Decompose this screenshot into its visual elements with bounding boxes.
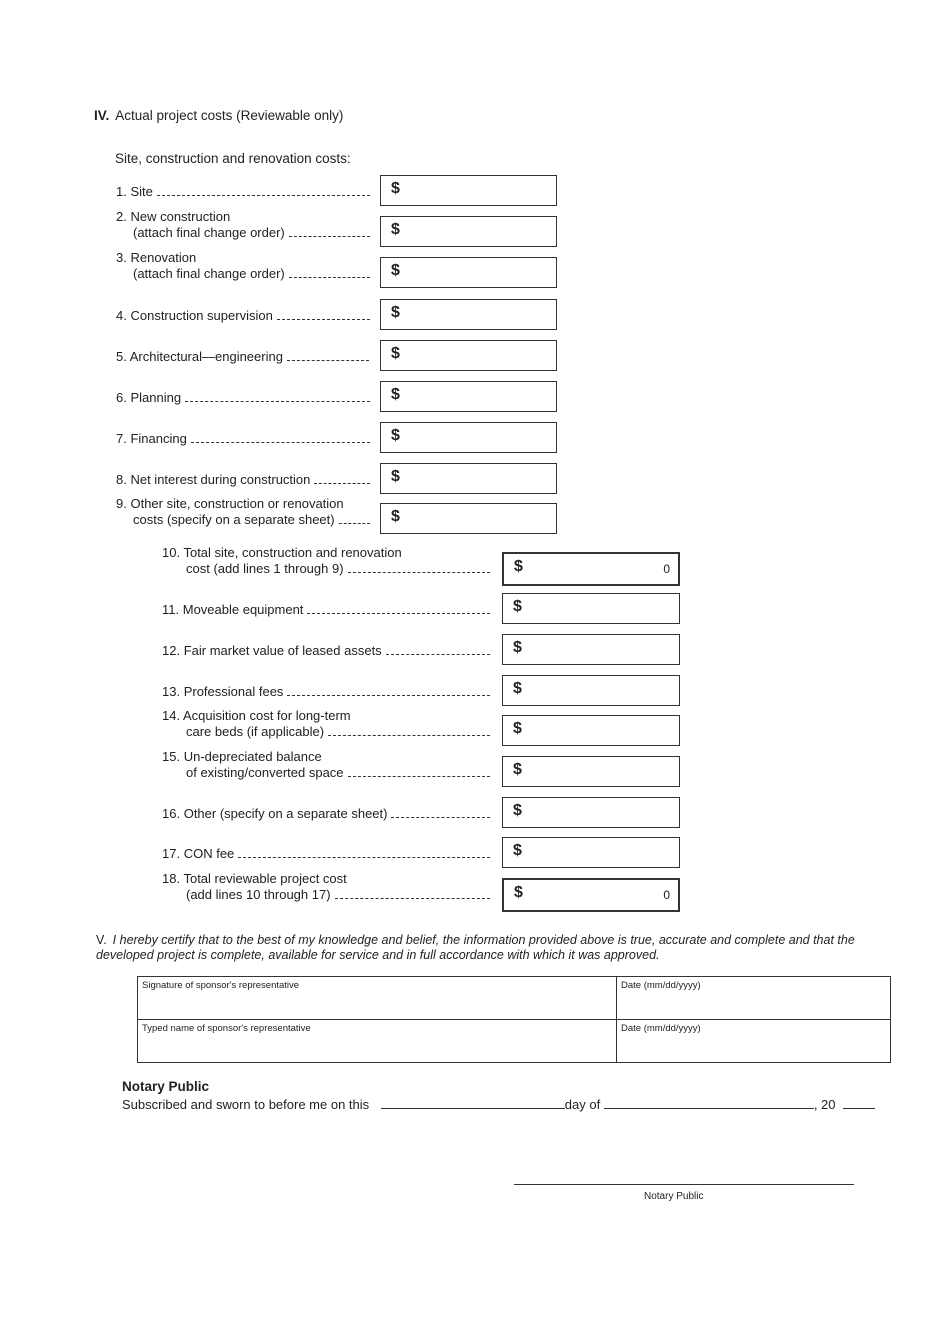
dollar-sign: $ — [391, 262, 400, 279]
items_a-item-8-label — [116, 472, 370, 488]
item-number: 13. — [162, 684, 181, 699]
notary-signature-label: Notary Public — [644, 1191, 704, 1202]
dollar-sign: $ — [513, 802, 522, 819]
item-text: Total reviewable project cost — [183, 871, 347, 886]
item-text-continued: care beds (if applicable) — [186, 724, 325, 739]
items_b-item-14-amount-field[interactable] — [502, 715, 680, 746]
item-text: Renovation — [130, 250, 197, 265]
notary-statement — [122, 1097, 875, 1112]
dollar-sign: $ — [391, 180, 400, 197]
leader-dashes — [277, 319, 370, 320]
items_a-item-4-label — [116, 308, 370, 324]
amount-value: 0 — [663, 562, 670, 576]
items_b-item-13-amount-field[interactable] — [502, 675, 680, 706]
certification-statement — [96, 933, 856, 963]
item-number: 18. — [162, 871, 181, 886]
leader-dashes — [289, 277, 370, 278]
signature-date-label: Date (mm/dd/yyyy) — [621, 980, 701, 991]
dollar-sign: $ — [391, 221, 400, 238]
notary-day-of: day of — [564, 1097, 601, 1112]
items_a-item-7-label — [116, 431, 370, 447]
items_a-item-9-amount-field[interactable] — [380, 503, 557, 534]
dollar-sign: $ — [513, 720, 522, 737]
items_a-item-9-label — [116, 496, 370, 528]
item-text-continued: (attach final change order) — [133, 225, 285, 240]
items_b-item-15-label — [162, 749, 490, 781]
item-number: 3. — [116, 250, 127, 265]
item-text: Un-depreciated balance — [183, 749, 322, 764]
items_b-item-12-amount-field[interactable] — [502, 634, 680, 665]
certification-text: I hereby certify that to the best of my knowledge and belief, the information provided above is true, accurate and complete and that the developed project is complete, available for service and in full accordance with which it was approved. — [96, 933, 855, 962]
item-text: Net interest during construction — [130, 472, 311, 487]
section-iv-heading: Actual project costs (Reviewable only) — [115, 108, 344, 123]
items_b-item-13-label — [162, 684, 490, 700]
notary-month-field[interactable] — [604, 1097, 814, 1109]
items_b-item-10-amount-field[interactable] — [502, 552, 680, 586]
items_b-item-16-amount-field[interactable] — [502, 797, 680, 828]
leader-dashes — [157, 195, 370, 196]
typed-name-date-field[interactable] — [617, 1020, 890, 1062]
item-number: 9. — [116, 496, 127, 511]
notary-day-field[interactable] — [381, 1097, 565, 1109]
leader-dashes — [339, 523, 370, 524]
item-text: New construction — [130, 209, 231, 224]
item-number: 17. — [162, 846, 181, 861]
signature-table — [137, 976, 891, 1063]
items_a-item-2-label — [116, 209, 370, 241]
items_b-item-16-label — [162, 806, 490, 822]
dollar-sign: $ — [391, 468, 400, 485]
leader-dashes — [287, 360, 369, 361]
item-number: 14. — [162, 708, 181, 723]
items_b-item-14-label — [162, 708, 490, 740]
item-text-continued: (attach final change order) — [133, 266, 285, 281]
dollar-sign: $ — [514, 884, 523, 901]
leader-dashes — [348, 776, 490, 777]
items_a-item-8-amount-field[interactable] — [380, 463, 557, 494]
item-number: 4. — [116, 308, 127, 323]
leader-dashes — [289, 236, 370, 237]
item-text-continued: cost (add lines 1 through 9) — [186, 561, 344, 576]
item-text: Architectural—engineering — [129, 349, 283, 364]
item-text: Professional fees — [183, 684, 284, 699]
dollar-sign: $ — [391, 345, 400, 362]
items_b-item-18-amount-field[interactable] — [502, 878, 680, 912]
items_a-item-7-amount-field[interactable] — [380, 422, 557, 453]
item-number: 6. — [116, 390, 127, 405]
item-number: 5. — [116, 349, 127, 364]
items_a-item-3-label — [116, 250, 370, 282]
item-text: Fair market value of leased assets — [183, 643, 382, 658]
dollar-sign: $ — [513, 680, 522, 697]
items_a-item-1-amount-field[interactable] — [380, 175, 557, 206]
items_b-item-10-label — [162, 545, 490, 577]
item-text: Total site, construction and renovation — [183, 545, 402, 560]
items_a-item-5-label — [116, 349, 369, 365]
item-number: 1. — [116, 184, 127, 199]
items_b-item-11-amount-field[interactable] — [502, 593, 680, 624]
item-number: 16. — [162, 806, 181, 821]
leader-dashes — [307, 613, 490, 614]
item-text: Moveable equipment — [182, 602, 304, 617]
item-text: Other (specify on a separate sheet) — [183, 806, 388, 821]
item-number: 2. — [116, 209, 127, 224]
items_b-item-17-label — [162, 846, 490, 862]
dollar-sign: $ — [513, 598, 522, 615]
notary-title: Notary Public — [122, 1079, 210, 1094]
amount-value: 0 — [663, 888, 670, 902]
leader-dashes — [386, 654, 490, 655]
dollar-sign: $ — [391, 386, 400, 403]
dollar-sign: $ — [513, 639, 522, 656]
dollar-sign: $ — [391, 304, 400, 321]
notary-year-field[interactable] — [843, 1097, 875, 1109]
leader-dashes — [335, 898, 490, 899]
item-text: Other site, construction or renovation — [130, 496, 344, 511]
leader-dashes — [191, 442, 370, 443]
leader-dashes — [287, 695, 490, 696]
items_a-item-2-amount-field[interactable] — [380, 216, 557, 247]
item-text: Site — [130, 184, 153, 199]
item-number: 11. — [162, 602, 180, 617]
item-number: 12. — [162, 643, 181, 658]
item-number: 10. — [162, 545, 181, 560]
typed-name-date-label: Date (mm/dd/yyyy) — [621, 1023, 701, 1034]
items_a-item-4-amount-field[interactable] — [380, 299, 557, 330]
items_b-item-11-label — [162, 602, 490, 618]
signature-label: Signature of sponsor's representative — [142, 980, 300, 991]
items_b-item-17-amount-field[interactable] — [502, 837, 680, 868]
section-v-number: V. — [96, 933, 107, 947]
leader-dashes — [348, 572, 490, 573]
dollar-sign: $ — [513, 842, 522, 859]
dollar-sign: $ — [514, 558, 523, 575]
dollar-sign: $ — [391, 427, 400, 444]
item-text: Construction supervision — [130, 308, 273, 323]
leader-dashes — [391, 817, 490, 818]
items_b-item-18-label — [162, 871, 490, 903]
items_b-item-15-amount-field[interactable] — [502, 756, 680, 787]
item-text: Financing — [130, 431, 187, 446]
items_a-item-1-label — [116, 184, 370, 200]
item-text: Acquisition cost for long-term — [182, 708, 351, 723]
item-number: 15. — [162, 749, 181, 764]
leader-dashes — [238, 857, 490, 858]
items_a-item-5-amount-field[interactable] — [380, 340, 557, 371]
typed-name-label: Typed name of sponsor's representative — [142, 1023, 311, 1034]
items_b-item-12-label — [162, 643, 490, 659]
typed-name-field[interactable] — [138, 1020, 616, 1062]
section-iv-title — [94, 108, 343, 123]
item-text-continued: of existing/converted space — [186, 765, 344, 780]
item-text: Planning — [130, 390, 182, 405]
item-text: CON fee — [183, 846, 235, 861]
notary-signature-line[interactable] — [514, 1184, 854, 1185]
items_a-item-3-amount-field[interactable] — [380, 257, 557, 288]
notary-prefix: Subscribed and sworn to before me on this — [122, 1097, 370, 1112]
item-text-continued: (add lines 10 through 17) — [186, 887, 331, 902]
signature-field[interactable] — [138, 977, 616, 1019]
items_a-item-6-amount-field[interactable] — [380, 381, 557, 412]
dollar-sign: $ — [513, 761, 522, 778]
item-number: 8. — [116, 472, 127, 487]
section-iv-subtitle: Site, construction and renovation costs: — [115, 151, 351, 166]
dollar-sign: $ — [391, 508, 400, 525]
notary-year-prefix: , 20 — [813, 1097, 836, 1112]
leader-dashes — [314, 483, 370, 484]
section-iv-number: IV. — [94, 108, 110, 123]
item-text-continued: costs (specify on a separate sheet) — [133, 512, 335, 527]
signature-date-field[interactable] — [617, 977, 890, 1019]
leader-dashes — [185, 401, 370, 402]
item-number: 7. — [116, 431, 127, 446]
items_a-item-6-label — [116, 390, 370, 406]
leader-dashes — [328, 735, 490, 736]
